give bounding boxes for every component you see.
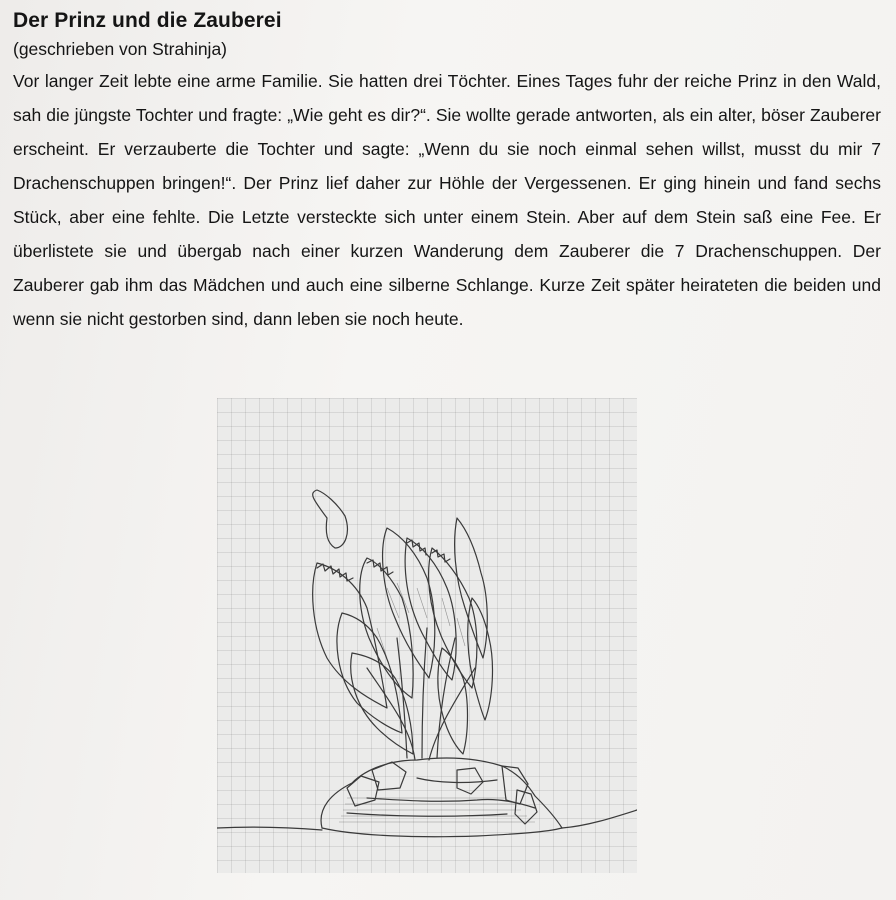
story-author-line: (geschrieben von Strahinja) <box>13 39 228 59</box>
plant-on-rock-drawing <box>217 398 637 873</box>
pencil-sketch-icon <box>217 398 637 873</box>
story-title: Der Prinz und die Zauberei <box>13 9 282 32</box>
story-text: Vor langer Zeit lebte eine arme Familie. Sie hatten drei Töchter. Eines Tages fuhr der reiche Prinz in den Wald, sah die jüngste Tochter und fragte: „Wie geht es dir?“. Sie wollte gerade antworten, als ein alter, böser Zauberer erscheint. Er verzauberte die Tochter und sagte: „Wenn du sie noch einmal sehen willst, musst du mir 7 Drachenschuppen bringen!“. Der Prinz lief daher zur Höhle der Vergessenen. Er ging hinein und fand sechs Stück, aber eine fehlte. Die Letzte versteckte sich unter einem Stein. Aber auf dem Stein saß eine Fee. Er überlistete sie und übergab nach einer kurzen Wanderung dem Zauberer die 7 Drachenschuppen. Der Zauberer gab ihm das Mädchen und auch eine silberne Schlange. Kurze Zeit später heirateten die beiden und wenn sie nicht gestorben sind, dann leben sie noch heute. <box>13 71 881 329</box>
